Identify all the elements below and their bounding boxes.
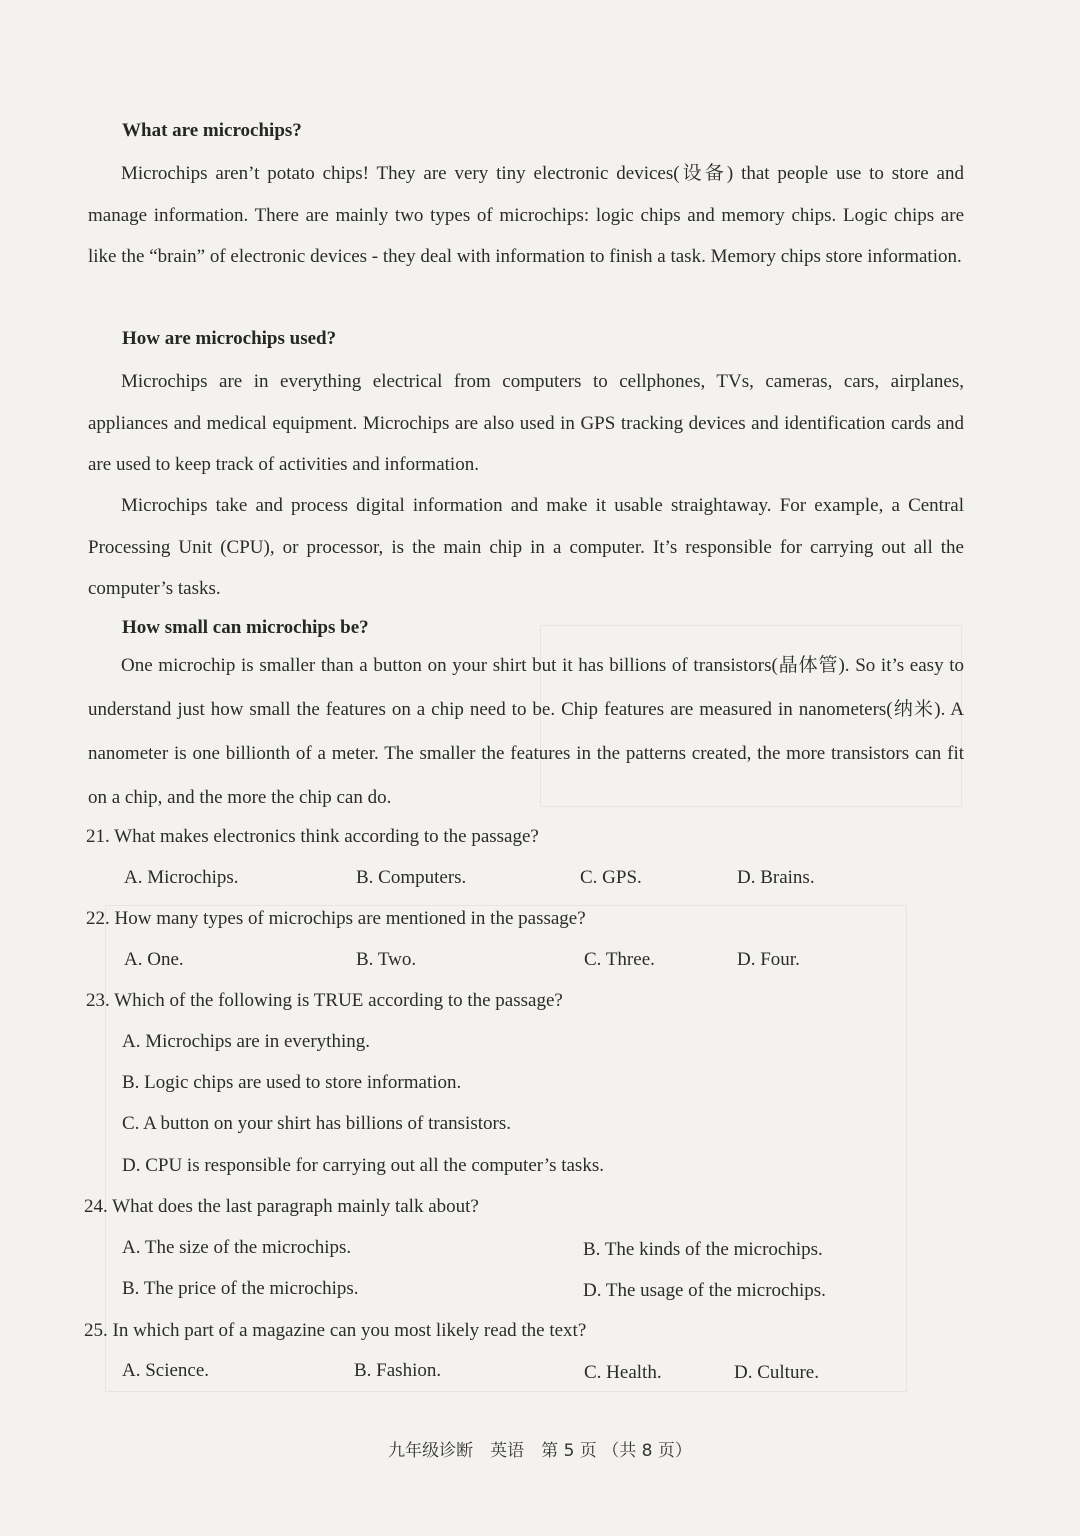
q21-option-c: C. GPS.	[580, 867, 642, 888]
show-through-box	[105, 905, 907, 1392]
q25-option-d: D. Culture.	[734, 1362, 819, 1383]
q24-option-b-second: B. The price of the microchips.	[122, 1278, 359, 1299]
question-23: 23. Which of the following is TRUE according to the passage?	[86, 990, 563, 1011]
page-footer: 九年级诊断 英语 第 5 页 （共 8 页）	[388, 1441, 692, 1461]
paragraph-2: Microchips are in everything electrical from computers to cellphones, TVs, cameras, cars, airplanes, appliances and medical equipment. Microchips are also used in GPS tracking devices and identification cards and are used to keep track of activities and information.	[88, 371, 964, 475]
q22-option-b: B. Two.	[356, 949, 417, 970]
q21-option-b: B. Computers.	[356, 867, 467, 888]
q25-option-b: B. Fashion.	[354, 1360, 442, 1381]
heading-how-small: How small can microchips be?	[122, 617, 369, 638]
q23-option-a: A. Microchips are in everything.	[122, 1031, 370, 1052]
q24-option-a: A. The size of the microchips.	[122, 1237, 352, 1258]
question-22: 22. How many types of microchips are mentioned in the passage?	[86, 908, 586, 929]
paragraph-4: One microchip is smaller than a button on your shirt but it has billions of transistors(晶体管). So it’s easy to understand just how small the features on a chip need to be. Chip features are measured in nanometers(纳米). A nanometer is one billionth of a meter. The smaller the features in the patterns created, the more transistors can fit on a chip, and the more the chip can do.	[88, 655, 964, 808]
q25-option-a: A. Science.	[122, 1360, 210, 1381]
question-24: 24. What does the last paragraph mainly talk about?	[84, 1196, 479, 1217]
paragraph-3: Microchips take and process digital information and make it usable straightaway. For example, a Central Processing Unit (CPU), or processor, is the main chip in a computer. It’s responsible for carrying out all the computer’s tasks.	[88, 495, 964, 599]
q23-option-d: D. CPU is responsible for carrying out all the computer’s tasks.	[122, 1155, 604, 1176]
q21-option-d: D. Brains.	[737, 867, 815, 888]
q21-option-a: A. Microchips.	[124, 867, 239, 888]
heading-what-are-microchips: What are microchips?	[122, 120, 302, 141]
q24-option-b: B. The kinds of the microchips.	[583, 1239, 823, 1260]
q22-option-a: A. One.	[124, 949, 184, 970]
q22-option-d: D. Four.	[737, 949, 800, 970]
question-21: 21. What makes electronics think according to the passage?	[86, 826, 539, 847]
q22-option-c: C. Three.	[584, 949, 655, 970]
question-25: 25. In which part of a magazine can you most likely read the text?	[84, 1320, 587, 1341]
heading-how-used: How are microchips used?	[122, 328, 337, 349]
q23-option-b: B. Logic chips are used to store information.	[122, 1072, 462, 1093]
q23-option-c: C. A button on your shirt has billions of transistors.	[122, 1113, 511, 1134]
q25-option-c: C. Health.	[584, 1362, 662, 1383]
q24-option-d: D. The usage of the microchips.	[583, 1280, 826, 1301]
paragraph-1: Microchips aren’t potato chips! They are very tiny electronic devices(设备) that people use to store and manage information. There are mainly two types of microchips: logic chips and memory chips. Logic chips are like the “brain” of electronic devices - they deal with information to finish a task. Memory chips store information.	[88, 163, 964, 267]
